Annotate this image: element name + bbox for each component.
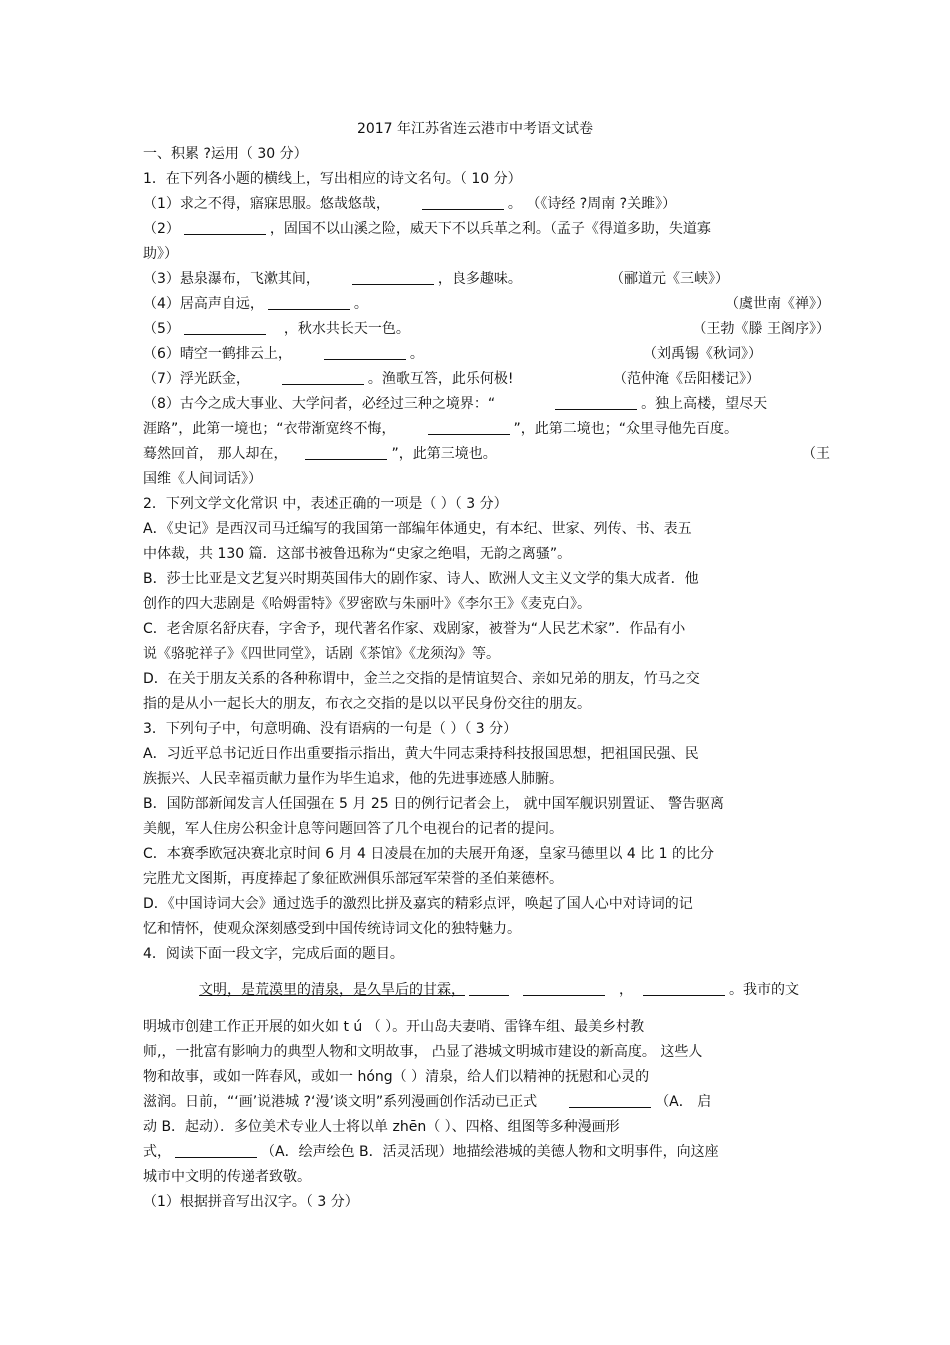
source-citation: （王: [802, 446, 830, 462]
q4-passage-3: 师,，一批富有影响力的典型人物和文明故事， 凸显了港城文明城市建设的新高度。 这些人: [143, 1044, 703, 1060]
answer-blank[interactable]: [175, 1143, 257, 1158]
q1-line-6: （6）晴空一鹤排云上， 。 （刘禹锡《秋词》）: [143, 346, 762, 362]
q2-option-b-cont: 创作的四大悲剧是《哈姆雷特》《罗密欧与朱丽叶》《李尔王》《麦克白》。: [143, 596, 591, 612]
q2-stem: 2．下列文学文化常识 中，表述正确的一项是（ ）（ 3 分）: [143, 496, 508, 512]
q1-line-3: （3）悬泉瀑布，飞漱其间， ，良多趣味。 （郦道元《三峡》）: [143, 271, 729, 287]
q1-line-2: （2） ，固国不以山溪之险，威天下不以兵革之利。（孟子《得道多助，失道寡: [143, 221, 711, 237]
answer-blank[interactable]: [352, 270, 434, 285]
q3-option-b[interactable]: B．国防部新闻发言人任国强在 5 月 25 日的例行记者会上， 就中国军舰识别置证、 警告驱离: [143, 796, 725, 812]
q1-line-8-cont2: 蓦然回首， 那人却在， ”，此第三境也。 （王: [143, 446, 830, 462]
answer-blank[interactable]: [305, 445, 387, 460]
q3-option-a-cont: 族振兴、人民幸福贡献力量作为毕生追求，他的先进事迹感人肺腑。: [143, 771, 563, 787]
answer-blank[interactable]: [569, 1093, 651, 1108]
q3-option-d-cont: 忆和情怀，使观众深刻感受到中国传统诗词文化的独特魅力。: [143, 921, 521, 937]
answer-blank[interactable]: [324, 345, 406, 360]
q1-line-8-cont: 涯路”，此第一境也；“衣带渐宽终不悔， ”，此第二境也；“众里寻他先百度。: [143, 421, 739, 437]
q4-passage-8: 城市中文明的传递者致敬。: [143, 1169, 311, 1185]
q2-option-c-cont: 说《骆驼祥子》《四世同堂》，话剧《茶馆》《龙须沟》等。: [143, 646, 500, 662]
page-title: 2017 年江苏省连云港市中考语文试卷: [356, 121, 594, 137]
q4-passage-7: 式， （A．绘声绘色 B．活灵活现）地描绘港城的美德人物和文明事件，向这座: [143, 1144, 719, 1160]
source-citation: （虞世南《禅》）: [725, 296, 830, 312]
q1-stem: 1．在下列各小题的横线上，写出相应的诗文名句。（ 10 分）: [143, 171, 522, 187]
answer-blank[interactable]: [422, 195, 504, 210]
answer-blank[interactable]: [469, 981, 509, 996]
q3-stem: 3．下列句子中，句意明确、没有语病的一句是（ ）（ 3 分）: [143, 721, 518, 737]
q1-line-2-cont: 助》）: [143, 246, 178, 262]
q4-passage-2: 明城市创建工作正开展的如火如 t ú （ ）。开山岛夫妻哨、雷锋车组、最美乡村教: [143, 1019, 645, 1035]
q3-option-a[interactable]: A．习近平总书记近日作出重要指示指出，黄大牛同志秉持科技报国思想，把祖国民强、民: [143, 746, 699, 762]
q2-option-c[interactable]: C．老舍原名舒庆春，字舍予，现代著名作家、戏剧家，被誉为“人民艺术家”．作品有小: [143, 621, 686, 637]
q1-line-7: （7）浮光跃金， 。渔歌互答，此乐何极! （范仲淹《岳阳楼记》）: [143, 371, 760, 387]
source-citation: （王勃《滕 王阁序》）: [692, 321, 830, 337]
source-citation: （郦道元《三峡》）: [610, 271, 729, 287]
q2-option-b[interactable]: B．莎士比亚是文艺复兴时期英国伟大的剧作家、诗人、欧洲人文主义文学的集大成者．他: [143, 571, 699, 587]
answer-blank[interactable]: [268, 295, 350, 310]
answer-blank[interactable]: [184, 220, 266, 235]
answer-blank[interactable]: [184, 320, 266, 335]
q3-option-c[interactable]: C．本赛季欧冠决赛北京时间 6 月 4 日凌晨在加的夫展开角逐，皇家马德里以 4 比 1 的比分: [143, 846, 715, 862]
q2-option-d-cont: 指的是从小一起长大的朋友，布衣之交指的是以以平民身份交往的朋友。: [143, 696, 591, 712]
section-heading: 一、积累 ?运用（ 30 分）: [143, 146, 308, 162]
answer-blank[interactable]: [428, 420, 510, 435]
q1-line-4: （4）居高声自远， 。 （虞世南《禅》）: [143, 296, 830, 312]
q2-option-d[interactable]: D．在关于朋友关系的各种称谓中，金兰之交指的是情谊契合、亲如兄弟的朋友，竹马之交: [143, 671, 700, 687]
q1-line-5: （5） ，秋水共长天一色。 （王勃《滕 王阁序》）: [143, 321, 830, 337]
answer-blank[interactable]: [555, 395, 637, 410]
source-citation: （范仲淹《岳阳楼记》）: [613, 371, 760, 387]
q1-line-8: （8）古今之成大事业、大学问者，必经过三种之境界：“ 。独上高楼，望尽天: [143, 396, 768, 412]
q4-passage-1: 文明，是荒漠里的清泉，是久旱后的甘霖， ， 。我市的文: [199, 982, 799, 998]
q2-option-a-cont: 中体裁，共 130 篇．这部书被鲁迅称为“史家之绝唱，无韵之离骚”。: [143, 546, 572, 562]
source-citation: （刘禹锡《秋词》）: [643, 346, 762, 362]
q3-option-d[interactable]: D．《中国诗词大会》通过选手的激烈比拼及嘉宾的精彩点评，唤起了国人心中对诗词的记: [143, 896, 693, 912]
q4-stem: 4．阅读下面一段文字，完成后面的题目。: [143, 946, 404, 962]
answer-blank[interactable]: [523, 981, 605, 996]
q4-passage-6: 动 B．起动）．多位美术专业人士将以单 zhēn（ ）、四格、组图等多种漫画形: [143, 1119, 620, 1135]
answer-blank[interactable]: [282, 370, 364, 385]
q1-line-1: （1）求之不得，寤寐思服。悠哉悠哉， 。 （《诗经 ?周南 ?关雎》）: [143, 196, 677, 212]
q3-option-b-cont: 美舰，军人住房公积金计息等问题回答了几个电视台的记者的提问。: [143, 821, 563, 837]
q4-passage-5: 滋润。日前，“‘画’说港城 ?‘漫’谈文明”系列漫画创作活动已正式 （A． 启: [143, 1094, 712, 1110]
q4-subquestion-1: （1）根据拼音写出汉字。（ 3 分）: [143, 1194, 359, 1210]
q1-line-8-cont3: 国维《人间词话》）: [143, 471, 262, 487]
answer-blank[interactable]: [643, 981, 725, 996]
q4-passage-4: 物和故事，或如一阵春风，或如一 hóng（ ）清泉，给人们以精神的抚慰和心灵的: [143, 1069, 650, 1085]
q2-option-a[interactable]: A．《史记》是西汉司马迁编写的我国第一部编年体通史，有本纪、世家、列传、书、表五: [143, 521, 692, 537]
q3-option-c-cont: 完胜尤文图斯，再度捧起了象征欧洲俱乐部冠军荣誉的圣伯莱德杯。: [143, 871, 563, 887]
